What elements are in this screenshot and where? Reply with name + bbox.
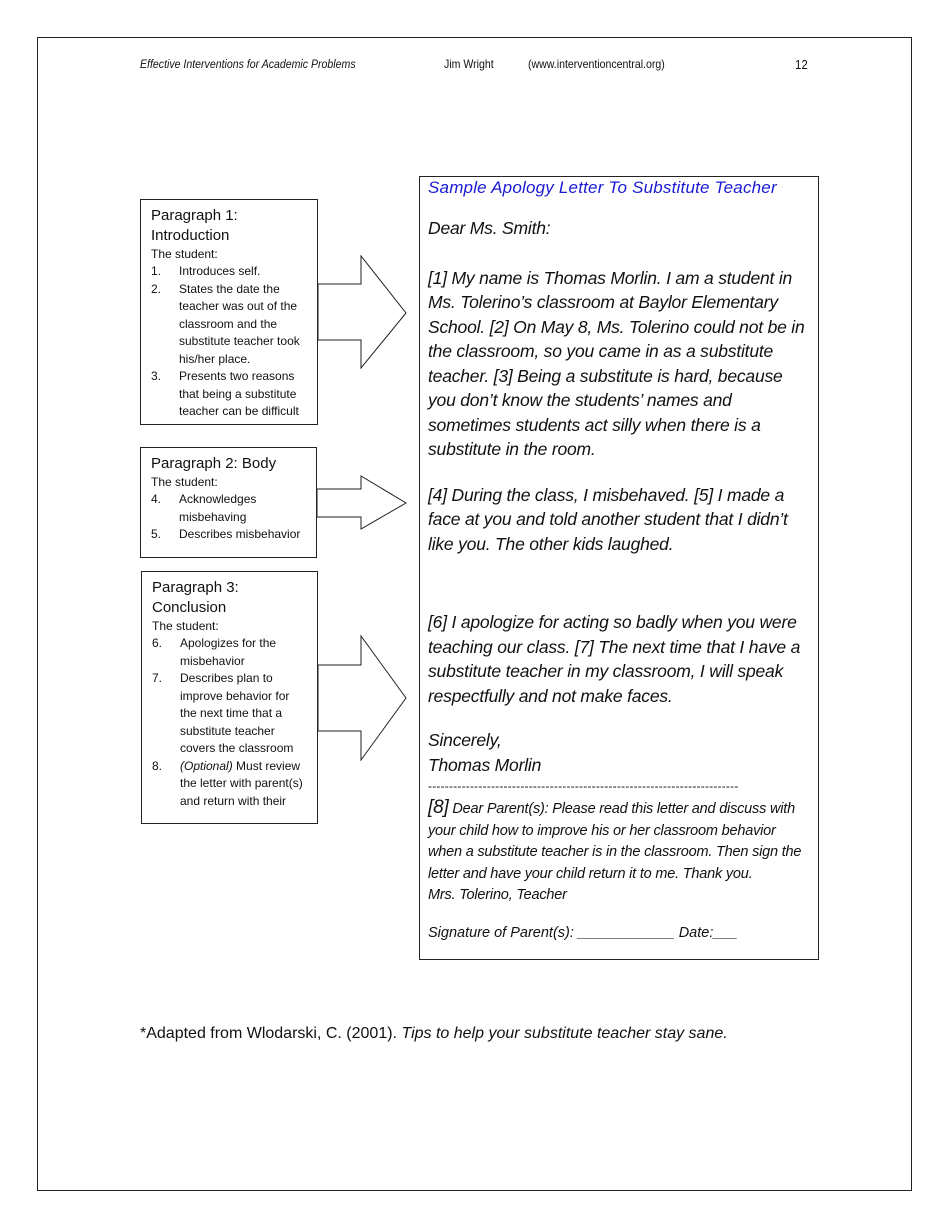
footnote: *Adapted from Wlodarski, C. (2001). Tips to help your substitute teacher stay sane. — [140, 1025, 728, 1042]
paragraph-2-subtitle: The student: — [151, 475, 218, 489]
letter-paragraph-2: [4] During the class, I misbehaved. [5] I made a face at you and told another student that I didn’t like you. The other kids laughed. — [428, 484, 788, 554]
list-item: 3. Presents two reasons that being a substitute teacher can be difficult — [151, 369, 299, 418]
arrow-paragraph-2 — [317, 476, 406, 529]
list-item: 7. Describes plan to improve behavior for the next time that a substitute teacher covers the classroom — [152, 671, 294, 755]
paragraph-1-box — [140, 199, 318, 425]
letter-closing: Sincerely, — [428, 730, 502, 750]
paragraph-2-list — [151, 491, 308, 544]
header-title: Effective Interventions for Academic Problems — [140, 57, 356, 71]
page-number: 12 — [795, 57, 808, 72]
list-item: 4. Acknowledges misbehaving — [151, 492, 257, 524]
paragraph-1-title-line1: Paragraph 1: — [151, 207, 238, 224]
parent-note: [8] Dear Parent(s): Please read this letter and discuss with your child how to improve his or her classroom behavior when a substitute teacher is in the classroom. Then sign the letter and have your child return it to me. Thank you. Mrs. Tolerino, Teacher — [428, 797, 802, 903]
arrow-paragraph-3 — [318, 636, 406, 760]
paragraph-3-title-line1: Paragraph 3: — [152, 579, 239, 596]
letter-paragraph-3: [6] I apologize for acting so badly when you were teaching our class. [7] The next time that I have a substitute teacher in my classroom, I will speak respectfully and not make faces. — [428, 612, 801, 706]
header-website: (www.interventioncentral.org) — [528, 57, 665, 71]
letter-paragraph-1: [1] My name is Thomas Morlin. I am a student in Ms. Tolerino’s classroom at Baylor Elementary School. [2] On May 8, Ms. Tolerino could not be in the classroom, so you came in as a substitute teacher. [3] Being a substitute is hard, because you don’t know the students’ names and sometimes students act silly when there is a substitute in the room. — [428, 267, 805, 459]
list-item: 8. (Optional) Must review the letter with parent(s) and return with their — [152, 758, 303, 808]
list-item: 5. Describes misbehavior — [151, 527, 301, 541]
list-item: 2. States the date the teacher was out of the classroom and the substitute teacher took his/her place. — [151, 281, 300, 366]
paragraph-3-box — [141, 571, 318, 824]
parent-note-sign: Mrs. Tolerino, Teacher — [428, 887, 567, 903]
sample-letter — [419, 176, 819, 960]
parent-signature-line: Signature of Parent(s): ____________ Date:___ — [428, 924, 738, 941]
letter-signature-name: Thomas Morlin — [428, 754, 542, 775]
letter-heading: Sample Apology Letter To Substitute Teacher — [428, 178, 777, 197]
paragraph-3-subtitle: The student: — [152, 619, 219, 633]
paragraph-2-title: Paragraph 2: Body — [151, 455, 277, 472]
paragraph-1-subtitle: The student: — [151, 247, 218, 261]
paragraph-2-box — [140, 447, 317, 558]
header-author: Jim Wright — [444, 57, 494, 71]
paragraph-1-list — [151, 263, 309, 421]
letter-greeting: Dear Ms. Smith: — [428, 218, 551, 238]
paragraph-3-list — [152, 635, 309, 810]
list-item: 1. Introduces self. — [151, 264, 261, 278]
paragraph-1-title-line2: Introduction — [151, 227, 230, 244]
arrow-paragraph-1 — [318, 256, 406, 368]
list-item: 6. Apologizes for the misbehavior — [152, 636, 277, 668]
paragraph-3-title-line2: Conclusion — [152, 599, 227, 616]
letter-divider: -------------------------------------------------------------------------- — [428, 779, 739, 793]
